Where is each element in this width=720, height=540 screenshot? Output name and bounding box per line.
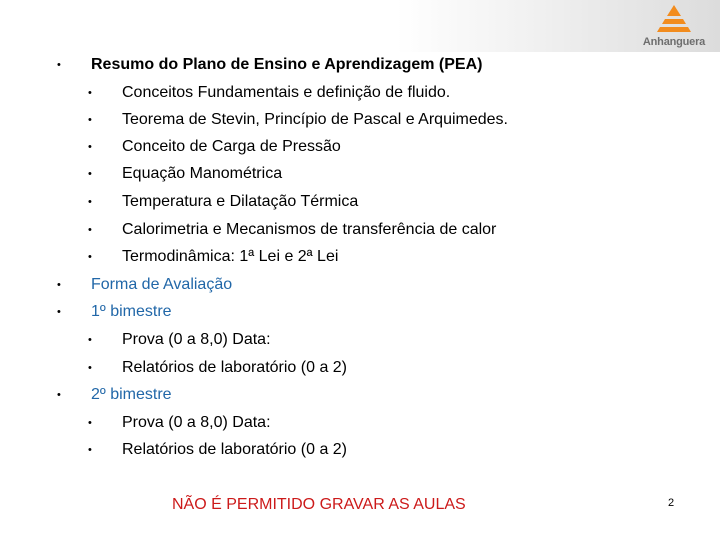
bullet: • [88, 224, 92, 236]
bullet: • [88, 196, 92, 208]
topic-item: Calorimetria e Mecanismos de transferência de calor [122, 221, 497, 238]
bullet: • [57, 306, 61, 318]
bimester-2-heading: 2º bimestre [91, 386, 172, 403]
bullet: • [57, 389, 61, 401]
topic-item: Conceitos Fundamentais e definição de fluido. [122, 84, 451, 101]
page-number: 2 [668, 497, 675, 509]
bullet: • [88, 334, 92, 346]
topic-item: Conceito de Carga de Pressão [122, 138, 341, 155]
header-bar [0, 0, 720, 52]
evaluation-heading: Forma de Avaliação [91, 276, 233, 293]
anhanguera-logo-icon [650, 4, 698, 34]
topic-item: Equação Manométrica [122, 165, 283, 182]
brand-logo [628, 4, 720, 50]
plan-title: Resumo do Plano de Ensino e Aprendizagem (PEA) [91, 56, 483, 73]
topic-item: Termodinâmica: 1ª Lei e 2ª Lei [122, 248, 339, 265]
bimester-2-item: Relatórios de laboratório (0 a 2) [122, 441, 348, 458]
bullet: • [88, 362, 92, 374]
bullet: • [88, 87, 92, 99]
topic-item: Temperatura e Dilatação Térmica [122, 193, 359, 210]
brand-name: Anhanguera [642, 36, 706, 48]
recording-notice: NÃO É PERMITIDO GRAVAR AS AULAS [172, 496, 466, 513]
bullet: • [88, 417, 92, 429]
bimester-1-heading: 1º bimestre [91, 303, 172, 320]
bullet: • [88, 141, 92, 153]
topic-item: Teorema de Stevin, Princípio de Pascal e Arquimedes. [122, 111, 508, 128]
bimester-1-item: Prova (0 a 8,0) Data: [122, 331, 271, 348]
bullet: • [88, 114, 92, 126]
bimester-1-item: Relatórios de laboratório (0 a 2) [122, 359, 348, 376]
bullet: • [88, 168, 92, 180]
bullet: • [88, 444, 92, 456]
bullet: • [57, 59, 61, 71]
bimester-2-item: Prova (0 a 8,0) Data: [122, 414, 271, 431]
bullet: • [57, 279, 61, 291]
bullet: • [88, 251, 92, 263]
